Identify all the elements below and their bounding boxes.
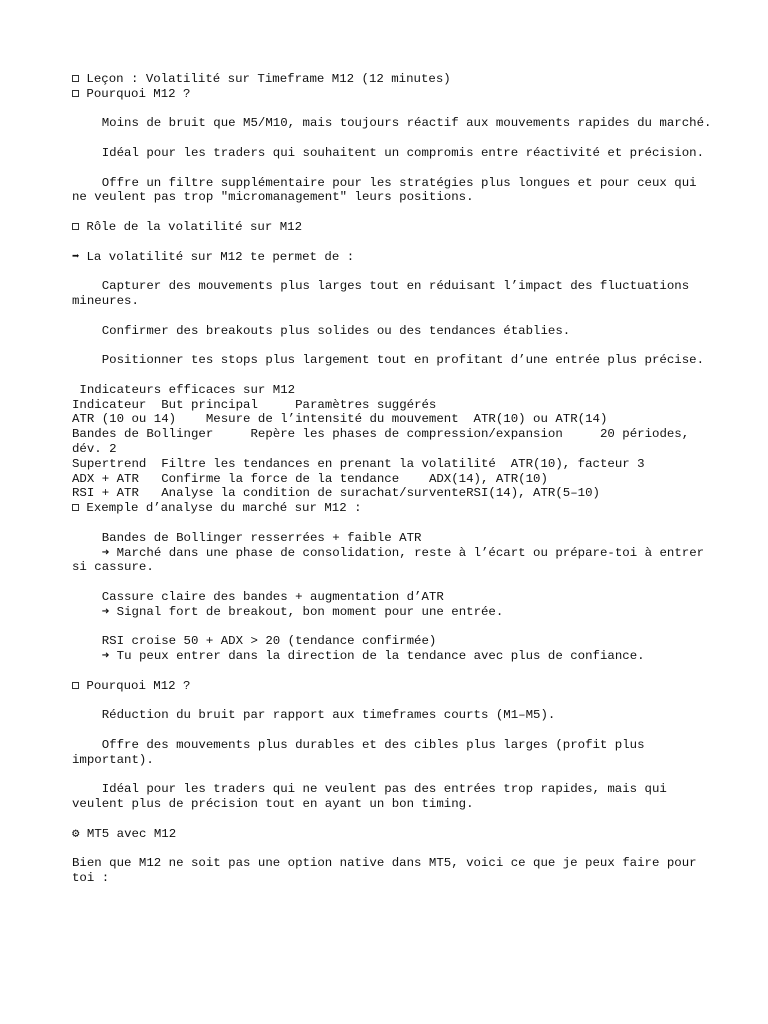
- why-heading: Pourquoi M12 ?: [72, 87, 712, 102]
- right-arrow-icon: ➡: [72, 249, 80, 264]
- why-point-2: Idéal pour les traders qui souhaitent un compromis entre réactivité et précision.: [101, 145, 705, 160]
- role-intro: ➡ La volatilité sur M12 te permet de :: [72, 249, 355, 264]
- example-2-result: ➜ Signal fort de breakout, bon moment pour une entrée.: [101, 604, 504, 619]
- square-bullet-icon: [72, 504, 79, 511]
- gear-icon: ⚙: [72, 826, 80, 841]
- role-point-2: Confirmer des breakouts plus solides ou des tendances établies.: [101, 323, 571, 338]
- table-row: ATR (10 ou 14) Mesure de l’intensité du mouvement ATR(10) ou ATR(14): [72, 412, 608, 427]
- why-point-1: Moins de bruit que M5/M10, mais toujours réactif aux mouvements rapides du marché.: [101, 116, 712, 131]
- example-2-condition: Cassure claire des bandes + augmentation d’ATR: [101, 589, 444, 604]
- square-bullet-icon: [72, 75, 79, 82]
- right-arrow-icon: ➜: [101, 604, 110, 619]
- example-heading: Exemple d’analyse du marché sur M12 :: [72, 501, 712, 516]
- document-page: [72, 72, 712, 886]
- why-point-3: Offre un filtre supplémentaire pour les stratégies plus longues et pour ceux qui ne veulent pas trop "micromanagement" leurs positions.: [72, 175, 705, 205]
- mt5-intro: Bien que M12 ne soit pas une option native dans MT5, voici ce que je peux faire pour toi :: [72, 856, 705, 886]
- table-header: Indicateur But principal Paramètres suggérés: [72, 397, 437, 412]
- square-bullet-icon: [72, 682, 79, 689]
- table-row: ADX + ATR Confirme la force de la tendance ADX(14), ATR(10): [72, 471, 548, 486]
- role-heading: Rôle de la volatilité sur M12: [72, 220, 712, 235]
- why2-point-1: Réduction du bruit par rapport aux timeframes courts (M1–M5).: [101, 708, 556, 723]
- table-row: Bandes de Bollinger Repère les phases de compression/expansion 20 périodes, dév. 2: [72, 427, 697, 456]
- right-arrow-icon: ➜: [101, 545, 110, 560]
- table-row: RSI + ATR Analyse la condition de surachat/surventeRSI(14), ATR(5–10): [72, 486, 600, 501]
- indicators-heading: Indicateurs efficaces sur M12: [72, 382, 296, 397]
- example-1-condition: Bandes de Bollinger resserrées + faible ATR: [101, 530, 422, 545]
- role-point-3: Positionner tes stops plus largement tout en profitant d’une entrée plus précise.: [101, 353, 705, 368]
- example-3-result: ➜ Tu peux entrer dans la direction de la tendance avec plus de confiance.: [101, 649, 645, 664]
- mt5-heading: ⚙ MT5 avec M12: [72, 826, 177, 841]
- square-bullet-icon: [72, 223, 79, 230]
- why2-point-2: Offre des mouvements plus durables et des cibles plus larges (profit plus important).: [72, 737, 652, 767]
- example-1-result: ➜ Marché dans une phase de consolidation, reste à l’écart ou prépare-toi à entrer si cassure.: [72, 545, 712, 575]
- example-3-condition: RSI croise 50 + ADX > 20 (tendance confirmée): [101, 634, 437, 649]
- role-point-1: Capturer des mouvements plus larges tout en réduisant l’impact des fluctuations mineures.: [72, 279, 697, 308]
- square-bullet-icon: [72, 90, 79, 97]
- lesson-title: Leçon : Volatilité sur Timeframe M12 (12 minutes): [72, 72, 712, 87]
- indicators-table: [72, 398, 712, 502]
- why2-heading: Pourquoi M12 ?: [72, 679, 712, 694]
- right-arrow-icon: ➜: [101, 649, 110, 664]
- why2-point-3: Idéal pour les traders qui ne veulent pas des entrées trop rapides, mais qui veulent plus de précision tout en ayant un bon timing.: [72, 782, 675, 812]
- table-row: Supertrend Filtre les tendances en prenant la volatilité ATR(10), facteur 3: [72, 456, 645, 471]
